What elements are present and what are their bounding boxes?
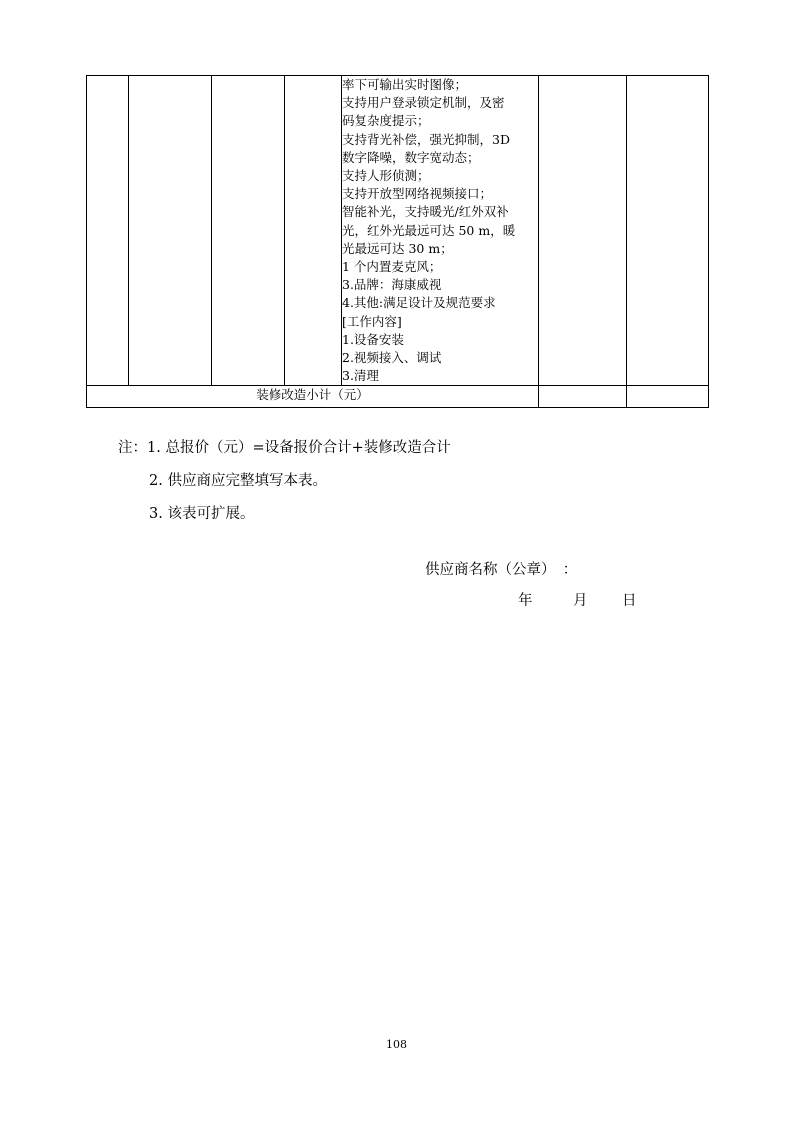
spec-line: 支持用户登录锁定机制，及密	[342, 95, 505, 111]
year-label: 年	[518, 593, 533, 609]
table-cell	[539, 76, 627, 386]
spec-description-cell	[342, 76, 539, 386]
spec-line: 1.设备安装	[342, 331, 404, 347]
note-line-1: 注：1. 总报价（元）=设备报价合计+装修改造合计	[118, 440, 451, 456]
spec-line: 3.清理	[342, 368, 379, 384]
spec-line: 1 个内置麦克风；	[342, 259, 442, 275]
spec-line: 2.视频接入、调试	[342, 350, 442, 366]
notes-section	[118, 432, 451, 531]
table-cell	[627, 386, 709, 408]
spec-line: 数字降噪，数字宽动态；	[342, 149, 480, 165]
quotation-table	[86, 75, 709, 408]
table-row	[87, 76, 709, 386]
table-cell	[129, 76, 212, 386]
spec-line: 支持人形侦测；	[342, 168, 430, 184]
spec-line: 率下可输出实时图像；	[342, 77, 468, 92]
spec-line: 码复杂度提示；	[342, 113, 430, 129]
spec-line: 4.其他:满足设计及规范要求	[342, 295, 496, 311]
supplier-name-label: 供应商名称（公章） ：	[425, 562, 578, 578]
page-number: 108	[386, 1038, 407, 1051]
table-cell	[87, 76, 129, 386]
subtotal-value-cell	[539, 386, 627, 408]
month-label: 月	[573, 593, 588, 609]
subtotal-row	[87, 386, 709, 408]
spec-line: 光，红外光最远可达 50 m，暖	[342, 222, 516, 238]
spec-line: [工作内容]	[342, 313, 402, 329]
day-label: 日	[622, 593, 637, 609]
spec-line: 支持背光补偿，强光抑制，3D	[342, 131, 510, 147]
note-line-2: 2. 供应商应完整填写本表。	[149, 473, 327, 489]
table-cell	[212, 76, 285, 386]
note-line-3: 3. 该表可扩展。	[149, 506, 255, 522]
date-row	[518, 589, 637, 610]
subtotal-label: 装修改造小计（元）	[87, 386, 539, 408]
spec-line: 光最远可达 30 m；	[342, 240, 453, 256]
table-cell	[285, 76, 342, 386]
table-cell	[627, 76, 709, 386]
spec-line: 支持开放型网络视频接口；	[342, 186, 493, 202]
spec-line: 智能补光，支持暖光/红外双补	[342, 204, 509, 220]
spec-line: 3.品牌：海康威视	[342, 277, 442, 293]
